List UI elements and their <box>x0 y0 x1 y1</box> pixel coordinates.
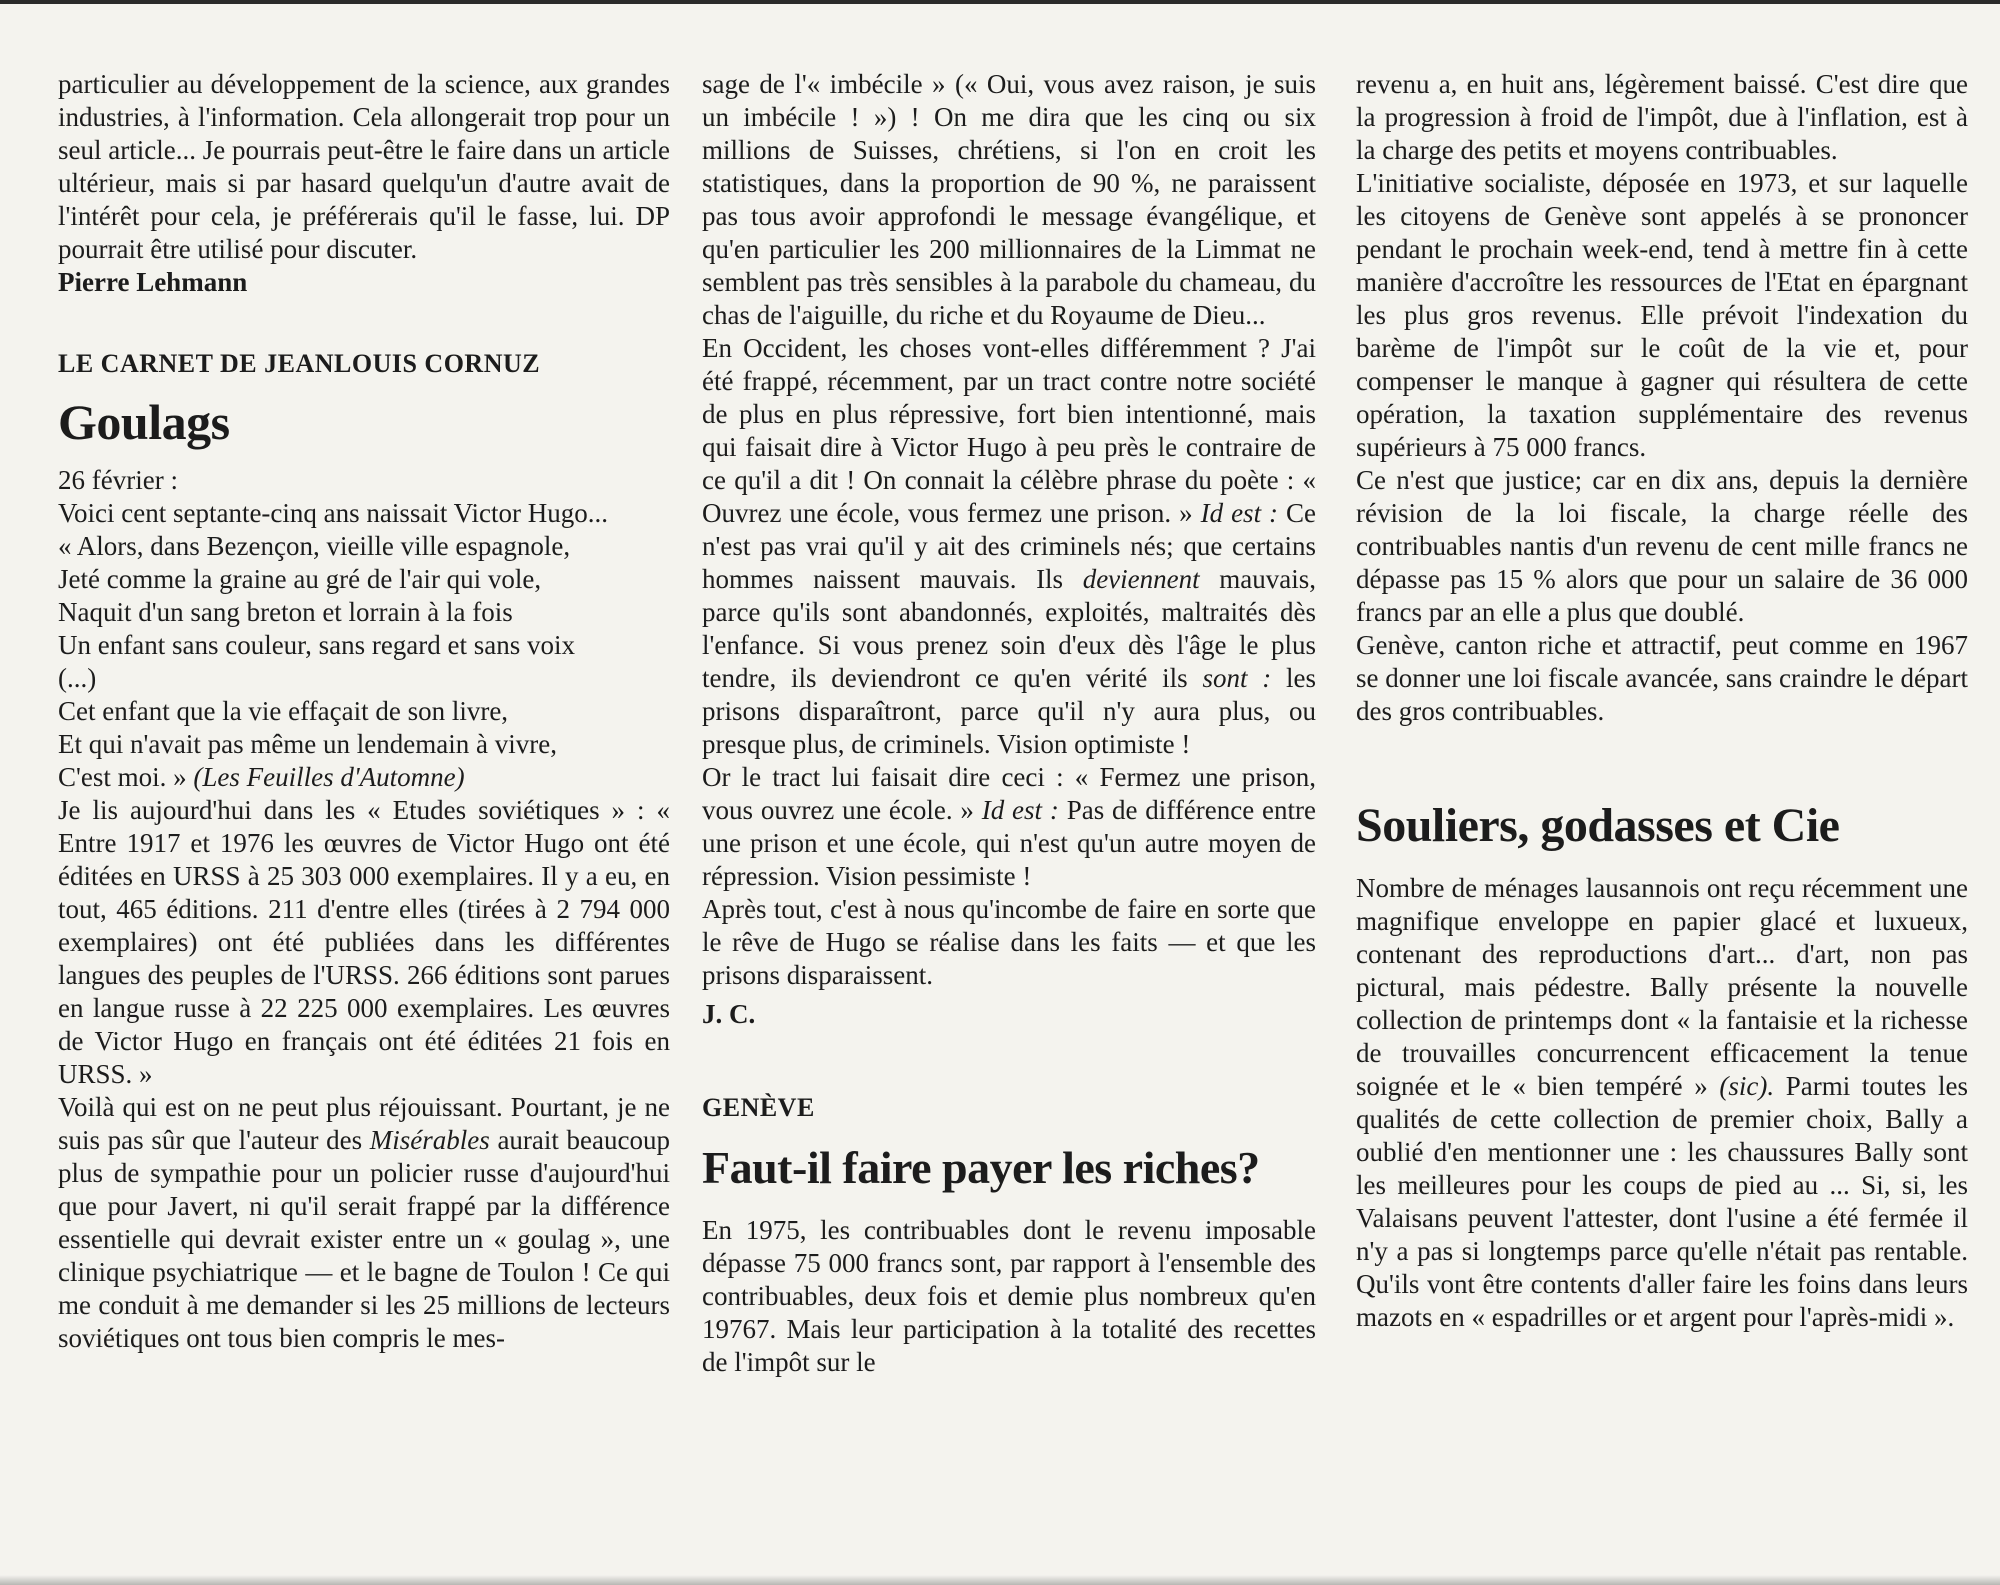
column-3 <box>1356 68 1968 1334</box>
poem-source: (Les Feuilles d'Automne) <box>193 762 465 792</box>
section-kicker: LE CARNET DE JEANLOUIS CORNUZ <box>58 349 541 378</box>
paragraph-hugo: Voici cent septante-cinq ans naissait Victor Hugo... <box>58 498 609 528</box>
sic-italic: (sic). <box>1719 1071 1775 1101</box>
jc-signature: J. C. <box>702 999 756 1029</box>
deviennent-italic: deviennent <box>1082 564 1200 594</box>
poem-line: Cet enfant que la vie effaçait de son livre, <box>58 696 509 726</box>
page-bottom-edge <box>0 1575 2000 1585</box>
poem-line: Naquit d'un sang breton et lorrain à la fois <box>58 597 513 627</box>
paragraph-initiative: L'initiative socialiste, déposée en 1973, et sur laquelle les citoyens de Genève sont appelés à se prononcer pendant le prochain week-end, tend à mettre fin à cette manière d'accroître les ressources de l'Etat en épargnant les plus gros revenus. Elle prévoit l'indexation du barème de l'impôt sur le coût de la vie et, pour compenser le manque à gagner qui résultera de cette opération, la taxation supplémentaire des revenus supérieurs à 75 000 francs. <box>1356 168 1968 462</box>
poem-line: « Alors, dans Bezençon, vieille ville espagnole, <box>58 531 571 561</box>
poem-line: Et qui n'avait pas même un lendemain à vivre, <box>58 729 557 759</box>
occident-text-2: Ce n'est pas vrai qu'il y ait des criminels nés; que certains hommes naissent mauvais. Ils <box>702 498 1317 594</box>
intro-paragraph: particulier au développement de la science, aux grandes industries, à l'information. Cela allongerait trop pour un seul article... Je pourrais peut-être le faire dans un article ultérieur, mais si par hasard quelqu'un d'autre avait de l'intérêt pour cela, je préférerais qu'il le fasse, lui. DP pourrait être utilisé pour discuter. <box>58 69 670 264</box>
poem-last-line <box>58 761 670 794</box>
voila-text-2: aurait beaucoup plus de sympathie pour un policier russe d'aujourd'hui que pour Javert, ni qu'il serait frappé par la différence essentielle qui devrait exister entre un « goulag », une clinique psychiatrique — et le bagne de Toulon ! Ce qui me conduit à me demander si les 25 millions de lecteurs soviétiques ont tous bien compris le mes- <box>58 1125 671 1353</box>
paragraph-etudes: Je lis aujourd'hui dans les « Etudes soviétiques » : « Entre 1917 et 1976 les œuvres de Victor Hugo ont été éditées en URSS à 25 303 000 exemplaires. Il y a eu, en tout, 465 éditions. 211 d'entre elles (tirées à 2 794 000 exemplaires) ont été publiées dans les différentes langues des peuples de l'URSS. 266 éditions sont parues en langue russe à 22 225 000 exemplaires. Les œuvres de Victor Hugo en français ont été éditées 21 fois en URSS. » <box>58 795 670 1089</box>
column-2 <box>702 68 1316 1379</box>
entry-date: 26 février : <box>58 465 178 495</box>
paragraph-revenu: revenu a, en huit ans, légèrement baissé. C'est dire que la progression à froid de l'impôt, due à l'inflation, est à la charge des petits et moyens contribuables. <box>1356 69 1968 165</box>
souliers-title: Souliers, godasses et Cie <box>1356 799 1840 852</box>
paragraph-1975: En 1975, les contribuables dont le revenu imposable dépasse 75 000 francs sont, par rapport à l'ensemble des contribuables, deux fois et demie plus nombreux qu'en 19767. Mais leur participation à la totalité des recettes de l'impôt sur le <box>702 1215 1316 1377</box>
paragraph-geneve: Genève, canton riche et attractif, peut comme en 1967 se donner une loi fiscale avancée, sans craindre le départ des gros contribuables. <box>1356 630 1968 726</box>
id-est-italic: Id est : <box>1200 498 1279 528</box>
author-signature: Pierre Lehmann <box>58 267 248 297</box>
paragraph-tract <box>702 761 1316 893</box>
voila-text-1: Voilà qui est on ne peut plus réjouissant. Pourtant, je ne suis pas sûr que l'auteur des <box>58 1092 670 1155</box>
top-rule <box>0 0 2000 4</box>
paragraph-justice: Ce n'est que justice; car en dix ans, depuis la dernière révision de la loi fiscale, la charge réelle des contribuables nantis d'un revenu de cent mille francs ne dépasse pas 15 % alors que pour un salaire de 36 000 francs par an elle a plus que doublé. <box>1356 465 1968 627</box>
poem-end: C'est moi. » <box>58 762 187 792</box>
paragraph-message: sage de l'« imbécile » (« Oui, vous avez raison, je suis un imbécile ! ») ! On me dira que les cinq ou six millions de Suisses, chrétiens, si l'on en croit les statistiques, dans la proportion de 90 %, ne paraissent pas tous avoir approfondi le message évangélique, et qu'en particulier les 200 millionnaires de la Limmat ne semblent pas très sensibles à la parabole du chameau, du chas de l'aiguille, du riche et du Royaume de Dieu... <box>702 69 1316 330</box>
occident-text-1: En Occident, les choses vont-elles différemment ? J'ai été frappé, récemment, par un tract contre notre société de plus en plus répressive, fort bien intentionné, mais qui faisait dire à Victor Hugo à peu près le contraire de ce qu'il a dit ! On connait la célèbre phrase du poète : « Ouvrez une école, vous fermez une prison. » <box>702 333 1316 528</box>
poem-line: Un enfant sans couleur, sans regard et sans voix <box>58 630 576 660</box>
voila-italic: Misérables <box>369 1125 490 1155</box>
paragraph-apres: Après tout, c'est à nous qu'incombe de faire en sorte que le rêve de Hugo se réalise dans les faits — et que les prisons disparaissent. <box>702 894 1316 990</box>
paragraph-bally <box>1356 872 1968 1334</box>
article-title: Goulags <box>58 394 230 450</box>
tract-text-2: Pas de différence entre une prison et une école, qui n'est qu'un autre moyen de répression. Vision pessimiste ! <box>702 795 1317 891</box>
paragraph-voila <box>58 1091 670 1355</box>
occident-text-4: les prisons disparaîtront, parce qu'il n'y aura plus, ou presque plus, de criminels. Vision optimiste ! <box>702 663 1316 759</box>
poem-line: (...) <box>58 663 97 693</box>
column-1 <box>58 68 670 1355</box>
geneve-kicker: GENÈVE <box>702 1093 815 1122</box>
poem-line: Jeté comme la graine au gré de l'air qui vole, <box>58 564 542 594</box>
tract-text-1: Or le tract lui faisait dire ceci : « Fermez une prison, vous ouvrez une école. » <box>702 762 1316 825</box>
bally-text-2: Parmi toutes les qualités de cette collection de premier choix, Bally a oublié d'en mentionner une : les chaussures Bally sont les meilleures pour les coups de pied au ... Si, si, les Valaisans peuvent l'attester, dont l'usine a été fermée il n'y a pas si longtemps parce qu'elle n'était pas rentable. Qu'ils vont être contents d'aller faire les foins dans leurs mazots en « espadrilles or et argent pour l'après-midi ». <box>1356 1071 1968 1332</box>
occident-text-3: mauvais, parce qu'ils sont abandonnés, exploités, maltraités dès l'enfance. Si vous prenez soin d'eux dès l'âge le plus tendre, ils deviendront ce qu'en vérité ils <box>702 564 1317 693</box>
paragraph-occident <box>702 332 1316 761</box>
geneve-title: Faut-il faire payer les riches? <box>702 1142 1260 1193</box>
bally-text-1: Nombre de ménages lausannois ont reçu récemment une magnifique enveloppe en papier glacé et luxueux, contenant des reproductions d'art... d'art, non pas pictural, mais pédestre. Bally présente la nouvelle collection de printemps dont « la fantaisie et la richesse de trouvailles concurrencent efficacement la tenue soignée et le « bien tempéré » <box>1356 873 1968 1101</box>
tract-id-est-italic: Id est : <box>981 795 1059 825</box>
sont-italic: sont : <box>1202 663 1272 693</box>
